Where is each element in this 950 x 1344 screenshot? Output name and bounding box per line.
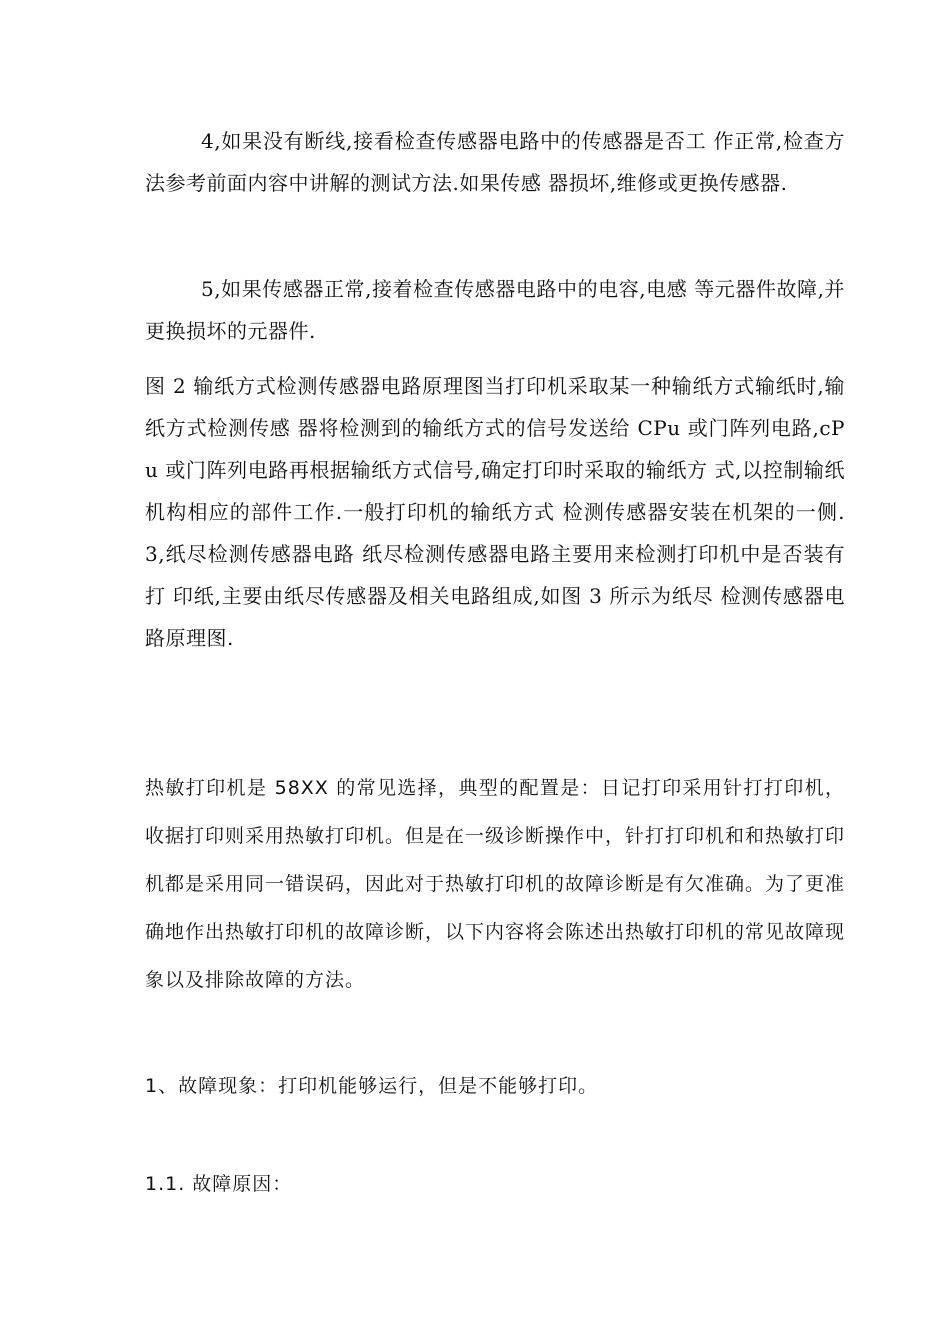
section-heading-fault-symptom: 1、故障现象：打印机能够运行，但是不能够打印。 [145,1075,599,1097]
paragraph-component-check: 5,如果传感器正常,接着检查传感器电路中的电容,电感 等元器件故障,并更换损坏的元器件. [145,277,845,343]
paragraph-thermal-printer-intro: 热敏打印机是 58XX 的常见选择，典型的配置是：日记打印采用针打打印机，收据打印则采用热敏打印机。但是在一级诊断操作中，针打打印机和和热敏打印机都是采用同一错误码，因此对于热敏打印机的故障诊断是有欠准确。为了更准确地作出热敏打印机的故障诊断，以下内容将会陈述出热敏打印机的常见故障现象以及排除故障的方法。 [145,777,846,991]
paragraph-sensor-check: 4,如果没有断线,接看检查传感器电路中的传感器是否工 作正常,检查方法参考前面内容中讲解的测试方法.如果传感 器损坏,维修或更换传感器. [145,129,845,195]
subsection-heading-fault-cause: 1.1. 故障原因： [145,1173,293,1195]
paragraph-paper-feed-sensor: 图 2 输纸方式检测传感器电路原理图当打印机采取某一种输纸方式输纸时,输纸方式检测传感 器将检测到的输纸方式的信号发送给 CPu 或门阵列电路,cPu 或门阵列电路再根据输纸方式信号,确定打印时采取的输纸方 式,以控制输纸机构相应的部件工作.一般打印机的输纸方式 检测传感器安装在机架的一侧. 3,纸尽检测传感器电路 纸尽检测传感器电路主要用来检测打印机中是否装有打 印纸,主要由纸尽传感器及相关电路组成,如图 3 所示为纸尽 检测传感器电路原理图. [145,374,845,650]
